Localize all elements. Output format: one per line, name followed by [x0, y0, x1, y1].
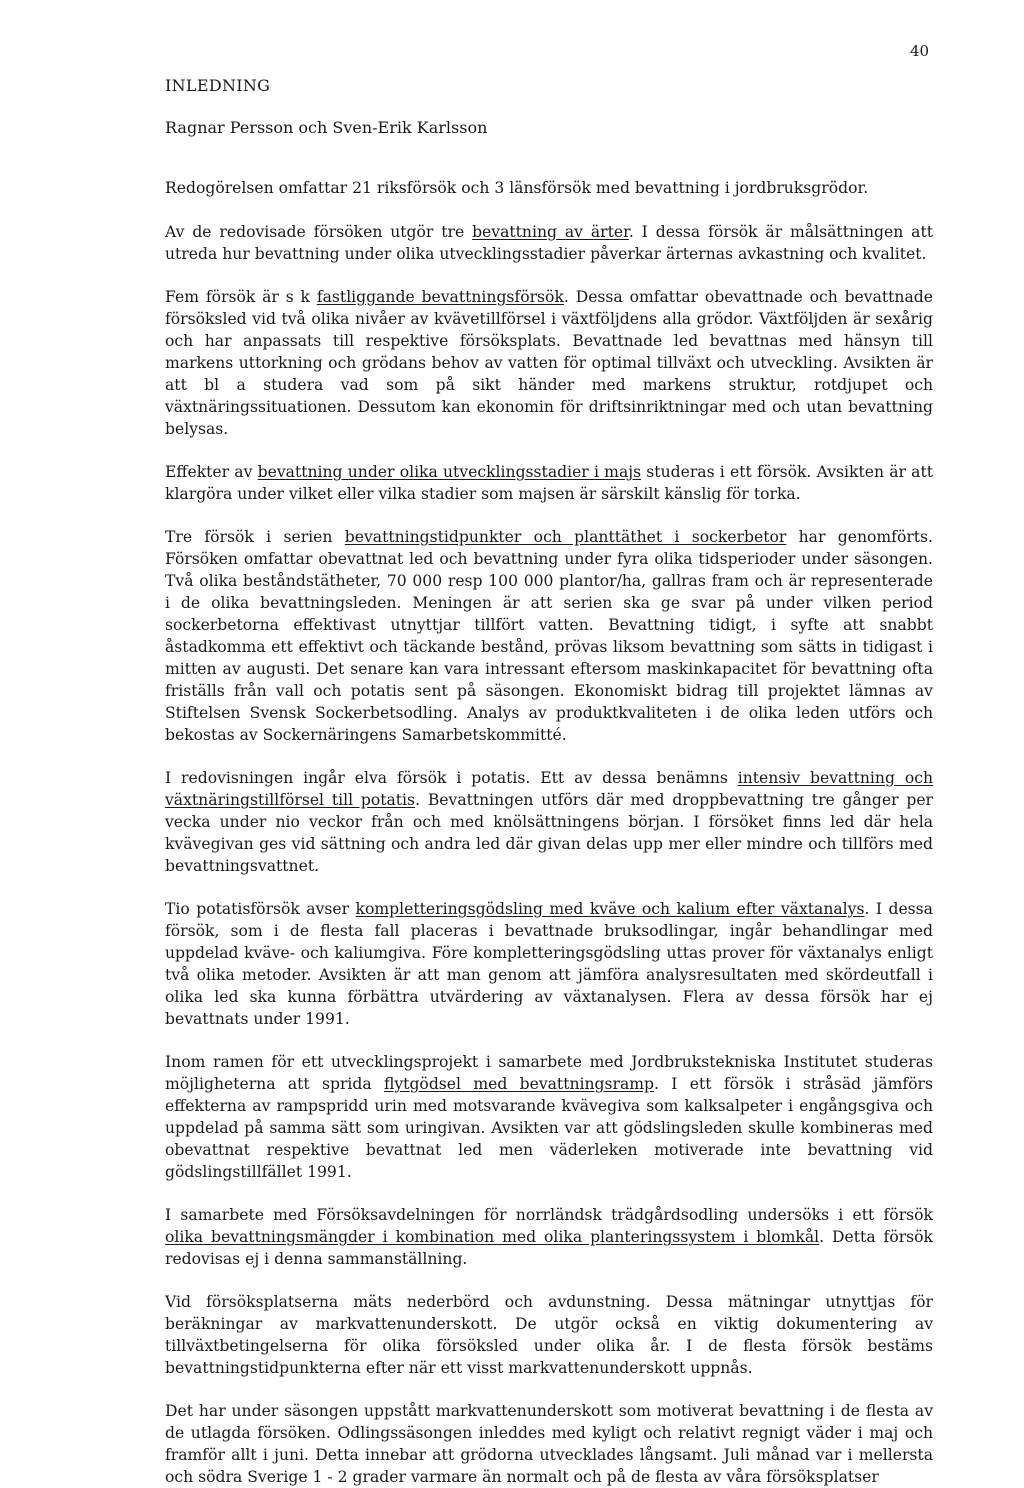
paragraph-2: Av de redovisade försöken utgör tre bevattning av ärter. I dessa försök är målsättningen att utreda hur bevattning under olika utvecklingsstadier påverkar ärternas avkastning och kvalitet.: [165, 223, 933, 263]
paragraph-11: Det har under säsongen uppstått markvattenunderskott som motiverat bevattning i de flesta av de utlagda försöken. Odlingssäsongen inleddes med kyligt och relativt regnigt väder i maj och framför allt i juni. Detta innebar att grödorna utvecklades långsamt. Juli månad var i mellersta och södra Sverige 1 - 2 grader varmare än normalt och på de flesta av våra försöksplatser: [165, 1402, 933, 1486]
underlined-topic: kompletteringsgödsling med kväve och kalium efter växtanalys: [355, 900, 865, 918]
underlined-topic: bevattningstidpunkter och planttäthet i sockerbetor: [344, 528, 787, 546]
paragraph-1: Redogörelsen omfattar 21 riksförsök och 3 länsförsök med bevattning i jordbruksgrödor.: [165, 179, 869, 197]
paragraph-9: I samarbete med Försöksavdelningen för norrländsk trädgårdsodling undersöks i ett försök olika bevattningsmängder i kombination med olika planteringssystem i blomkål. Detta försök redovisas ej i denna sammanställning.: [165, 1206, 934, 1268]
underlined-topic: flytgödsel med bevattningsramp: [383, 1075, 655, 1093]
authors-line: Ragnar Persson och Sven-Erik Karlsson: [165, 118, 488, 137]
page-number: 40: [910, 42, 930, 60]
section-heading: INLEDNING: [165, 76, 271, 95]
paragraph-5: Tre försök i serien bevattningstidpunkter och planttäthet i sockerbetor har genomförts. Försöken omfattar obevattnat led och bevattning under fyra olika tidsperioder under säsongen. Två olika beståndstätheter, 70 000 resp 100 000 plantor/ha, gallras fram och är representerade i de olika bevattningsleden. Meningen är att serien ska ge svar på under vilken period sockerbetorna effektivast utnyttjar tillfört vatten. Bevattning tidigt, i syfte att snabbt åstadkomma ett effektivt och täckande bestånd, prövas liksom bevattning som sätts in tidigast i mitten av augusti. Det senare kan vara intressant eftersom maskinkapacitet för bevattning ofta friställs från vall och potatis sent på säsongen. Ekonomiskt bidrag till projektet lämnas av Stiftelsen Svensk Sockerbetsodling. Analys av produktkvaliteten i de olika leden utförs och bekostas av Sockernäringens Samarbetskommitté.: [165, 528, 934, 744]
paragraph-6: I redovisningen ingår elva försök i potatis. Ett av dessa benämns intensiv bevattning och växtnäringstillförsel till potatis. Bevattningen utförs där med droppbevattning tre gånger per vecka under nio veckor från och med knölsättningens början. I försöket finns led där hela kvävegivan ges vid sättning och andra led där givan delas upp mer eller mindre och tillförs med bevattningsvattnet.: [165, 769, 934, 875]
underlined-topic: intensiv bevattning och växtnäringstillförsel till potatis: [165, 769, 933, 809]
paragraph-8: Inom ramen för ett utvecklingsprojekt i samarbete med Jordbrukstekniska Institutet studeras möjligheterna att sprida flytgödsel med bevattningsramp. I ett försök i stråsäd jämförs effekterna av rampspridd urin med motsvarande kvävegiva som kalksalpeter i engångsgiva och uppdelad på samma sätt som uringivan. Avsikten var att gödslingsleden skulle kombineras med obevattnat respektive bevattnat led men väderleken motiverade inte bevattning vid gödslingstillfället 1991.: [165, 1053, 933, 1181]
paragraph-10: Vid försöksplatserna mäts nederbörd och avdunstning. Dessa mätningar utnyttjas för beräkningar av markvattenunderskott. De utgör också en viktig dokumentering av tillväxtbetingelserna för olika försöksled under olika år. I de flesta försök bestäms bevattningstidpunkterna efter när ett visst markvattenunderskott uppnås.: [165, 1293, 933, 1377]
paragraph-3: Fem försök är s k fastliggande bevattningsförsök. Dessa omfattar obevattnade och bevattnade försöksled vid två olika nivåer av kvävetillförsel i växtföljdens alla grödor. Växtföljden är sexårig och har anpassats till respektive försöksplats. Bevattnade led bevattnas med hänsyn till markens uttorkning och grödans behov av vatten för optimal tillväxt och utveckling. Avsikten är att bl a studera vad som på sikt händer med markens struktur, rotdjupet och växtnäringssituationen. Dessutom kan ekonomin för driftsinriktningar med och utan bevattning belysas.: [165, 288, 933, 438]
underlined-topic: olika bevattningsmängder i kombination med olika planteringssystem i blomkål: [165, 1228, 820, 1246]
underlined-topic: fastliggande bevattningsförsök: [316, 288, 564, 306]
paragraph-4: Effekter av bevattning under olika utvecklingsstadier i majs studeras i ett försök. Avsikten är att klargöra under vilket eller vilka stadier som majsen är särskilt känslig för torka.: [165, 463, 933, 503]
body-text: [165, 177, 933, 1488]
paragraph-7: Tio potatisförsök avser kompletteringsgödsling med kväve och kalium efter växtanalys. I dessa försök, som i de flesta fall placeras i bevattnade bruksodlingar, ingår behandlingar med uppdelad kväve- och kaliumgiva. Före kompletteringsgödsling uttas prover för växtanalys enligt två olika metoder. Avsikten är att man genom att jämföra analysresultaten med skördeutfall i olika led ska kunna förbättra utvärdering av växtanalysen. Flera av dessa försök har ej bevattnats under 1991.: [165, 900, 933, 1028]
underlined-topic: bevattning av ärter: [472, 223, 629, 241]
underlined-topic: bevattning under olika utvecklingsstadier i majs: [257, 463, 642, 481]
